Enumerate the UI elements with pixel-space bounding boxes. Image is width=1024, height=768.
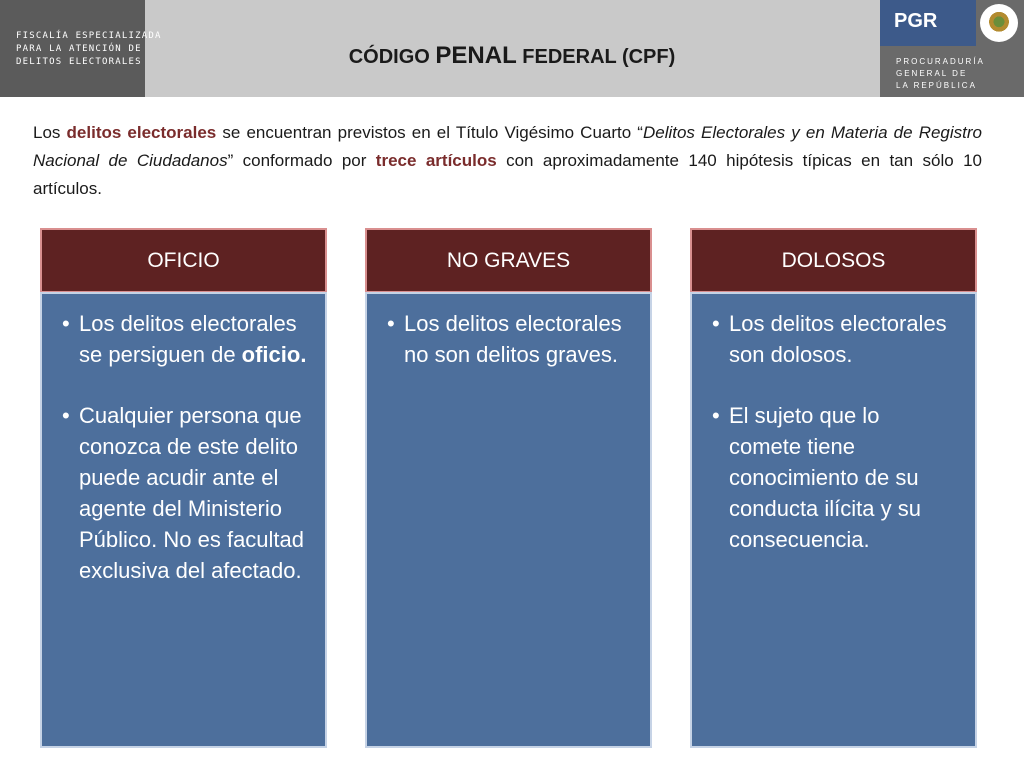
intro-text-1: Los bbox=[33, 123, 67, 142]
slide-title bbox=[300, 42, 724, 70]
bullet-icon: • bbox=[62, 403, 70, 428]
bullet-text: Los delitos electorales se persiguen de oficio. bbox=[79, 311, 307, 367]
bullet-item bbox=[62, 400, 307, 586]
title-part-1: CÓDIGO bbox=[348, 46, 436, 68]
column-body-no-graves bbox=[365, 292, 652, 748]
fiscalia-line-1: FISCALÍA ESPECIALIZADA bbox=[16, 31, 162, 41]
column-header-dolosos: DOLOSOS bbox=[690, 228, 977, 293]
title-part-2: PENAL bbox=[435, 42, 517, 69]
bullet-text: Los delitos electorales son dolosos. bbox=[729, 311, 947, 367]
bullet-icon: • bbox=[712, 403, 720, 428]
intro-text-2: se encuentran previstos en el Título Vigésimo Cuarto “ bbox=[216, 123, 643, 142]
column-body-dolosos bbox=[690, 292, 977, 748]
fiscalia-line-2: PARA LA ATENCIÓN DE bbox=[16, 44, 142, 54]
bullet-icon: • bbox=[712, 311, 720, 336]
pgr-badge bbox=[880, 0, 976, 46]
column-header-oficio: OFICIO bbox=[40, 228, 327, 293]
intro-italic-title: Delitos Electorales y en Materia de Registro Nacional de Ciudadanos bbox=[33, 123, 983, 170]
bullet-item bbox=[712, 400, 957, 555]
title-part-3: FEDERAL (CPF) bbox=[516, 46, 676, 68]
column-oficio bbox=[40, 228, 327, 748]
column-body-oficio bbox=[40, 292, 327, 748]
bullet-icon: • bbox=[62, 311, 70, 336]
bullet-text: Cualquier persona que conozca de este delito puede acudir ante el agente del Ministerio Público. No es facultad exclusiva del afectado. bbox=[79, 403, 305, 583]
seal-emblem bbox=[987, 11, 1011, 35]
pgr-name-line-3: LA REPÚBLICA bbox=[896, 81, 977, 90]
bullet-text: Los delitos electorales no son delitos graves. bbox=[404, 311, 622, 367]
bullet-item bbox=[712, 308, 957, 370]
bullet-item bbox=[62, 308, 307, 370]
fiscalia-logo bbox=[0, 0, 162, 97]
pgr-logo bbox=[880, 0, 1024, 97]
pgr-label: PGR bbox=[894, 10, 938, 32]
intro-highlight-delitos: delitos electorales bbox=[66, 123, 217, 142]
fiscalia-text bbox=[16, 30, 162, 69]
intro-text-3: ” conformado por bbox=[227, 151, 376, 170]
intro-paragraph bbox=[33, 119, 982, 203]
mexico-seal-icon bbox=[980, 4, 1018, 42]
column-header-no-graves: NO GRAVES bbox=[365, 228, 652, 293]
bullet-text: El sujeto que lo comete tiene conocimiento de su conducta ilícita y su consecuencia. bbox=[729, 403, 921, 552]
bullet-item bbox=[387, 308, 632, 370]
pgr-name bbox=[896, 56, 985, 92]
slide-header bbox=[0, 0, 1024, 97]
bullet-icon: • bbox=[387, 311, 395, 336]
column-no-graves bbox=[365, 228, 652, 748]
fiscalia-line-3: DELITOS ELECTORALES bbox=[16, 57, 142, 67]
intro-highlight-trece: trece artículos bbox=[375, 151, 497, 170]
pgr-name-line-1: PROCURADURÍA bbox=[896, 57, 985, 66]
column-dolosos bbox=[690, 228, 977, 748]
pgr-name-line-2: GENERAL DE bbox=[896, 69, 968, 78]
intro-text-4: con aproximadamente 140 hipótesis típicas en tan sólo 10 artículos. bbox=[33, 151, 982, 198]
